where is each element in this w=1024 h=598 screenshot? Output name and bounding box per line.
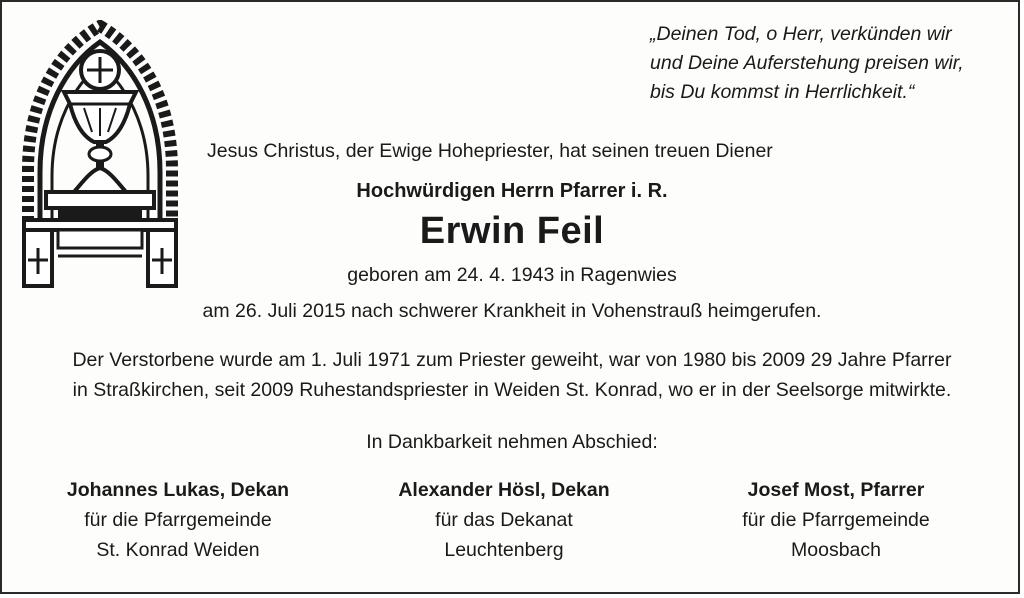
intro-text: Jesus Christus, der Ewige Hohepriester, hat seinen treuen Diener [207, 140, 773, 162]
signatory-name: Josef Most, Pfarrer [747, 479, 925, 501]
signatory-block [686, 475, 986, 565]
signatory-place: St. Konrad Weiden [96, 539, 260, 561]
signatory-role: für die Pfarrgemeinde [84, 509, 272, 531]
signatory-block [28, 475, 328, 565]
signatory-block [354, 475, 654, 565]
signatory-place: Moosbach [791, 539, 881, 561]
deceased-title: Hochwürdigen Herrn Pfarrer i. R. [356, 180, 668, 202]
biography-line: in Straßkirchen, seit 2009 Ruhestandspriester in Weiden St. Konrad, wo er in der Seelsorge mitwirkte. [72, 379, 952, 401]
biography-line: Der Verstorbene wurde am 1. Juli 1971 zum Priester geweiht, war von 1980 bis 2009 29 Jahre Pfarrer [72, 349, 952, 371]
quote-line: bis Du kommst in Herrlichkeit.“ [650, 81, 915, 103]
biography [2, 345, 1022, 405]
signatory-role: für die Pfarrgemeinde [742, 509, 930, 531]
signatory-role: für das Dekanat [435, 509, 573, 531]
quote-line: und Deine Auferstehung preisen wir, [650, 52, 964, 74]
chalice-icon [18, 20, 186, 288]
deceased-name: Erwin Feil [419, 210, 605, 252]
death-info: am 26. Juli 2015 nach schwerer Krankheit in Vohenstrauß heimgerufen. [202, 300, 822, 322]
scripture-quote [650, 20, 1010, 107]
farewell-heading: In Dankbarkeit nehmen Abschied: [366, 431, 658, 453]
birth-info: geboren am 24. 4. 1943 in Ragenwies [347, 264, 677, 286]
signatory-place: Leuchtenberg [444, 539, 564, 561]
quote-line: „Deinen Tod, o Herr, verkünden wir [650, 23, 952, 45]
signatory-name: Johannes Lukas, Dekan [66, 479, 290, 501]
signatory-name: Alexander Hösl, Dekan [398, 479, 610, 501]
